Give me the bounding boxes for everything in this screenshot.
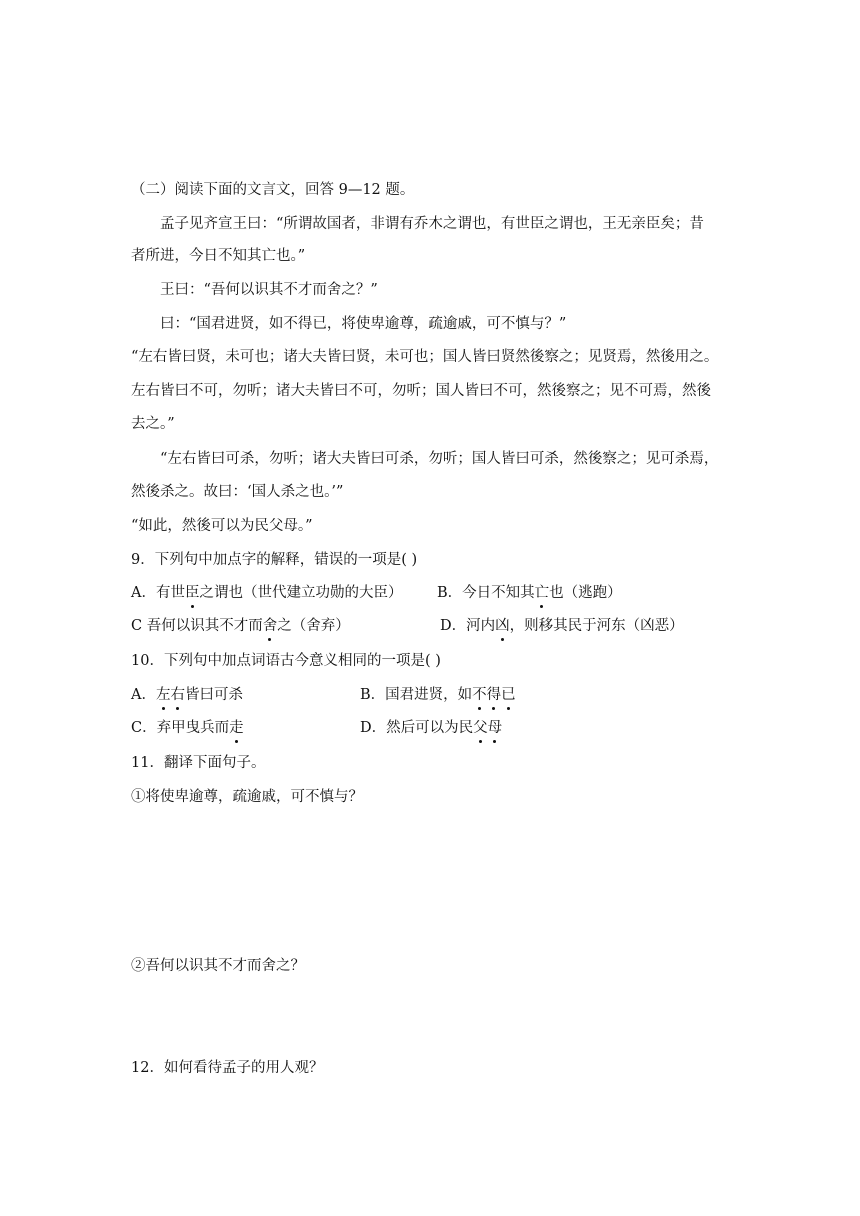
question-9-option-d: D．河内凶，则移其民于河东（凶恶） — [440, 615, 684, 637]
question-9-option-c: C 吾何以识其不才而舍之（舍弃） — [131, 615, 350, 637]
passage-paragraph-1-line-2: 者所进，今日不知其亡也。” — [131, 248, 306, 264]
emphasis-dot-char: 臣 — [185, 582, 200, 604]
emphasis-dot-char: 母 — [488, 717, 503, 739]
question-10-option-b: B．国君进贤，如不得已 — [360, 684, 516, 706]
passage-paragraph-2: 王曰：“吾何以识其不才而舍之？” — [160, 282, 378, 298]
emphasis-dot-char: 左 — [156, 684, 171, 706]
passage-paragraph-3: 曰：“国君进贤，如不得已，将使卑逾尊，疏逾戚，可不慎与？” — [160, 316, 567, 332]
passage-paragraph-5-line-1: “左右皆曰可杀，勿听；诸大夫皆曰可杀，勿听；国人皆曰可杀，然後察之；见可杀焉， — [160, 451, 719, 467]
emphasis-dot-char: 已 — [501, 684, 516, 706]
emphasis-dot-char: 得 — [487, 684, 502, 706]
passage-paragraph-5-line-2: 然後杀之。故曰：‘国人杀之也。’” — [131, 484, 344, 500]
question-10-option-d: D．然后可以为民父母 — [360, 717, 502, 739]
emphasis-dot-char: 舍 — [263, 615, 278, 637]
question-10-option-a: A．左右皆曰可杀 — [131, 684, 243, 706]
passage-paragraph-6: “如此，然後可以为民父母。” — [131, 518, 313, 534]
section-heading: （二）阅读下面的文言文，回答 9—12 题。 — [131, 182, 415, 198]
passage-paragraph-4-line-1: “左右皆曰贤，未可也；诸大夫皆曰贤，未可也；国人皆曰贤然後察之；见贤焉，然後用之。 — [131, 349, 719, 365]
passage-paragraph-4-line-2: 左右皆曰不可，勿听；诸大夫皆曰不可，勿听；国人皆曰不可，然後察之；见不可焉，然後 — [131, 383, 711, 399]
question-11-sentence-2: ②吾何以识其不才而舍之？ — [131, 958, 305, 974]
question-12-stem: 12．如何看待孟子的用人观？ — [131, 1060, 324, 1076]
emphasis-dot-char: 不 — [472, 684, 487, 706]
passage-paragraph-4-line-3: 去之。” — [131, 416, 175, 432]
question-10-option-c: C．弃甲曳兵而走 — [131, 717, 244, 739]
emphasis-dot-char: 凶 — [495, 615, 510, 637]
question-11-stem: 11．翻译下面句子。 — [131, 755, 266, 771]
question-11-sentence-1: ①将使卑逾尊，疏逾戚，可不慎与？ — [131, 789, 363, 805]
question-9-stem: 9．下列句中加点字的解释，错误的一项是( ) — [131, 552, 418, 568]
emphasis-dot-char: 亡 — [535, 582, 550, 604]
question-9-option-b: B．今日不知其亡也（逃跑） — [437, 582, 622, 604]
emphasis-dot-char: 右 — [170, 684, 185, 706]
emphasis-dot-char: 走 — [229, 717, 244, 739]
passage-paragraph-1-line-1: 孟子见齐宣王曰：“所谓故国者，非谓有乔木之谓也，有世臣之谓也，王无亲臣矣；昔 — [160, 216, 704, 232]
emphasis-dot-char: 父 — [473, 717, 488, 739]
question-9-option-a: A．有世臣之谓也（世代建立功勋的大臣） — [131, 582, 402, 604]
question-10-stem: 10．下列句中加点词语古今意义相同的一项是( ) — [131, 653, 441, 669]
